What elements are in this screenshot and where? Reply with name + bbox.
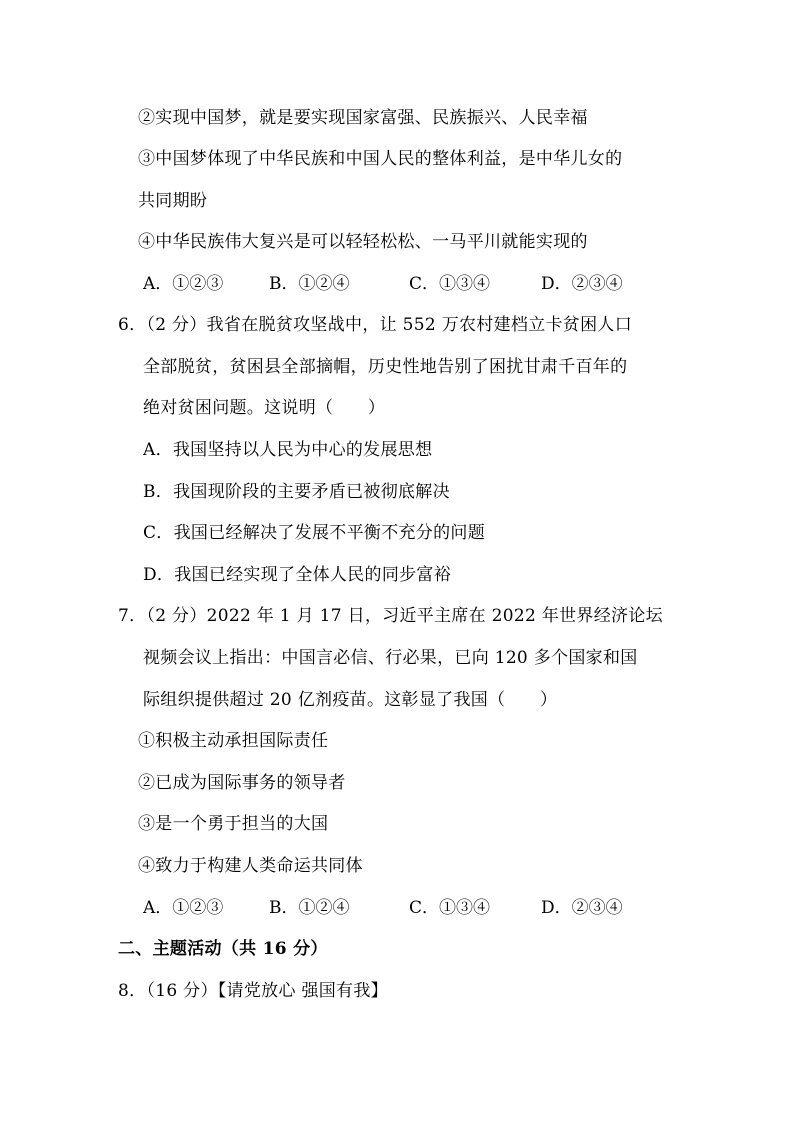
q7-option-d: D．②③④ <box>541 898 623 918</box>
q7-item-1: ①积极主动承担国际责任 <box>138 731 329 751</box>
section-2-heading: 二、主题活动（共 16 分） <box>118 939 328 959</box>
q5-option-a: A．①②③ <box>143 274 224 294</box>
q8-stem: 8．（16 分）【请党放心 强国有我】 <box>118 981 388 1001</box>
q5-item-4: ④中华民族伟大复兴是可以轻轻松松、一马平川就能实现的 <box>138 232 588 252</box>
q6-stem-line-3: 绝对贫困问题。这说明（ ） <box>143 398 386 418</box>
q7-stem-line-2: 视频会议上指出：中国言必信、行必果，已向 120 多个国家和国 <box>143 648 638 668</box>
q7-option-c: C．①③④ <box>409 898 491 918</box>
q5-option-d: D．②③④ <box>541 274 623 294</box>
q5-options-row <box>143 273 623 295</box>
q7-stem-line-3: 际组织提供超过 20 亿剂疫苗。这彰显了我国（ ） <box>143 690 558 710</box>
q5-option-b: B．①②④ <box>269 274 350 294</box>
q6-stem-line-1: 6．（2 分）我省在脱贫攻坚战中，让 552 万农村建档立卡贫困人口 <box>118 315 632 335</box>
q5-option-c: C．①③④ <box>409 274 491 294</box>
q5-item-3-line-2: 共同期盼 <box>138 191 208 211</box>
q6-stem-line-2: 全部脱贫，贫困县全部摘帽，历史性地告别了困扰甘肃千百年的 <box>143 357 628 377</box>
q7-item-3: ③是一个勇于担当的大国 <box>138 814 329 834</box>
q6-option-a: A．我国坚持以人民为中心的发展思想 <box>143 440 433 460</box>
q7-option-b: B．①②④ <box>269 898 350 918</box>
q7-item-4: ④致力于构建人类命运共同体 <box>138 856 363 876</box>
q6-option-d: D．我国已经实现了全体人民的同步富裕 <box>143 565 452 585</box>
q7-stem-line-1: 7．（2 分）2022 年 1 月 17 日，习近平主席在 2022 年世界经济论坛 <box>118 606 663 626</box>
q7-options-row <box>143 897 623 919</box>
q6-option-b: B．我国现阶段的主要矛盾已被彻底解决 <box>143 482 450 502</box>
q5-item-2: ②实现中国梦，就是要实现国家富强、民族振兴、人民幸福 <box>138 108 588 128</box>
q5-item-3-line-1: ③中国梦体现了中华民族和中国人民的整体利益，是中华儿女的 <box>138 149 623 169</box>
q6-option-c: C．我国已经解决了发展不平衡不充分的问题 <box>143 523 486 543</box>
q7-item-2: ②已成为国际事务的领导者 <box>138 773 346 793</box>
q7-option-a: A．①②③ <box>143 898 224 918</box>
